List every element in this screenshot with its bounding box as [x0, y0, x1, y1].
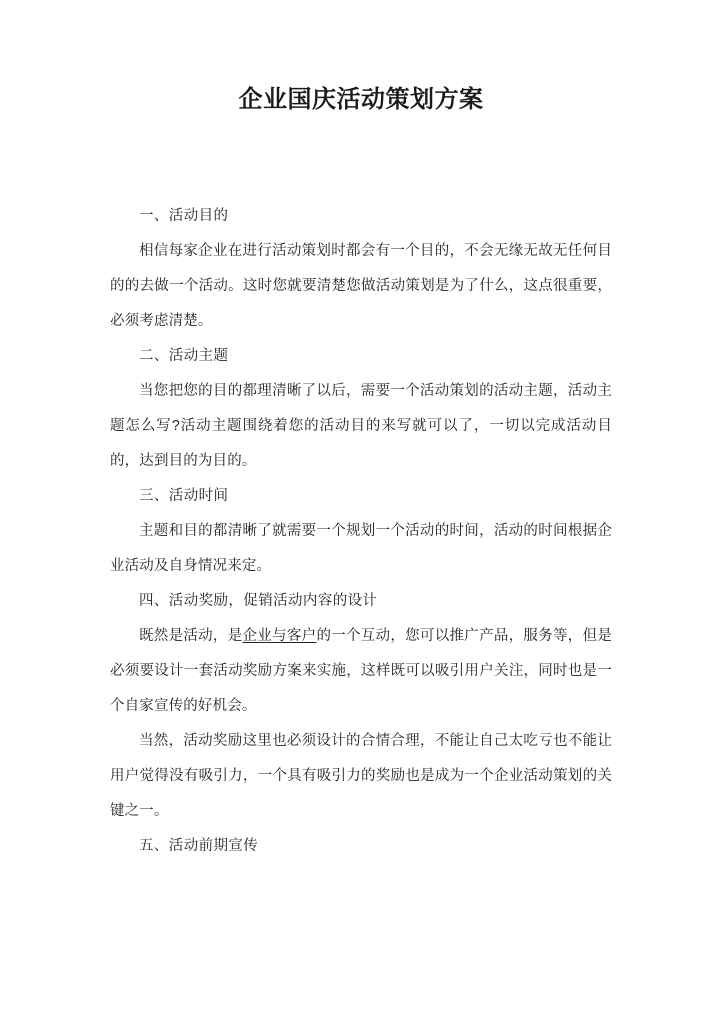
section-heading-2: 二、活动主题 [139, 348, 229, 364]
title-spacer [110, 117, 612, 199]
document-body [110, 0, 612, 864]
section-5 [110, 829, 612, 864]
section-heading-4: 四、活动奖励，促销活动内容的设计 [139, 593, 378, 609]
section-paragraph-3-1: 主题和目的都清晰了就需要一个规划一个活动的时间，活动的时间根据企业活动及自身情况来定。 [110, 523, 612, 574]
section-heading-5: 五、活动前期宣传 [139, 838, 259, 854]
underlined-text: 企业与客户 [242, 628, 317, 644]
section-heading-3: 三、活动时间 [139, 488, 229, 504]
section-paragraph-4-1: 既然是活动，是企业与客户的一个互动，您可以推广产品，服务等，但是必须要设计一套活动奖励方案来实施，这样既可以吸引用户关注，同时也是一个自家宣传的好机会。 [110, 628, 613, 714]
section-paragraph-1-1: 相信每家企业在进行活动策划时都会有一个目的，不会无缘无故无任何目的的去做一个活动。这时您就要清楚您做活动策划是为了什么，这点很重要，必须考虑清楚。 [110, 243, 612, 329]
section-2 [110, 339, 612, 479]
section-4 [110, 584, 612, 829]
section-1 [110, 199, 612, 339]
section-3 [110, 479, 612, 584]
section-paragraph-2-1: 当您把您的目的都理清晰了以后，需要一个活动策划的活动主题，活动主题怎么写?活动主题围绕着您的活动目的来写就可以了，一切以完成活动目的，达到目的为目的。 [110, 383, 612, 469]
section-heading-1: 一、活动目的 [139, 208, 229, 224]
page-title: 企业国庆活动策划方案 [238, 86, 484, 113]
section-paragraph-4-2: 当然，活动奖励这里也必须设计的合情合理，不能让自己太吃亏也不能让用户觉得没有吸引力，一个具有吸引力的奖励也是成为一个企业活动策划的关键之一。 [110, 733, 612, 819]
